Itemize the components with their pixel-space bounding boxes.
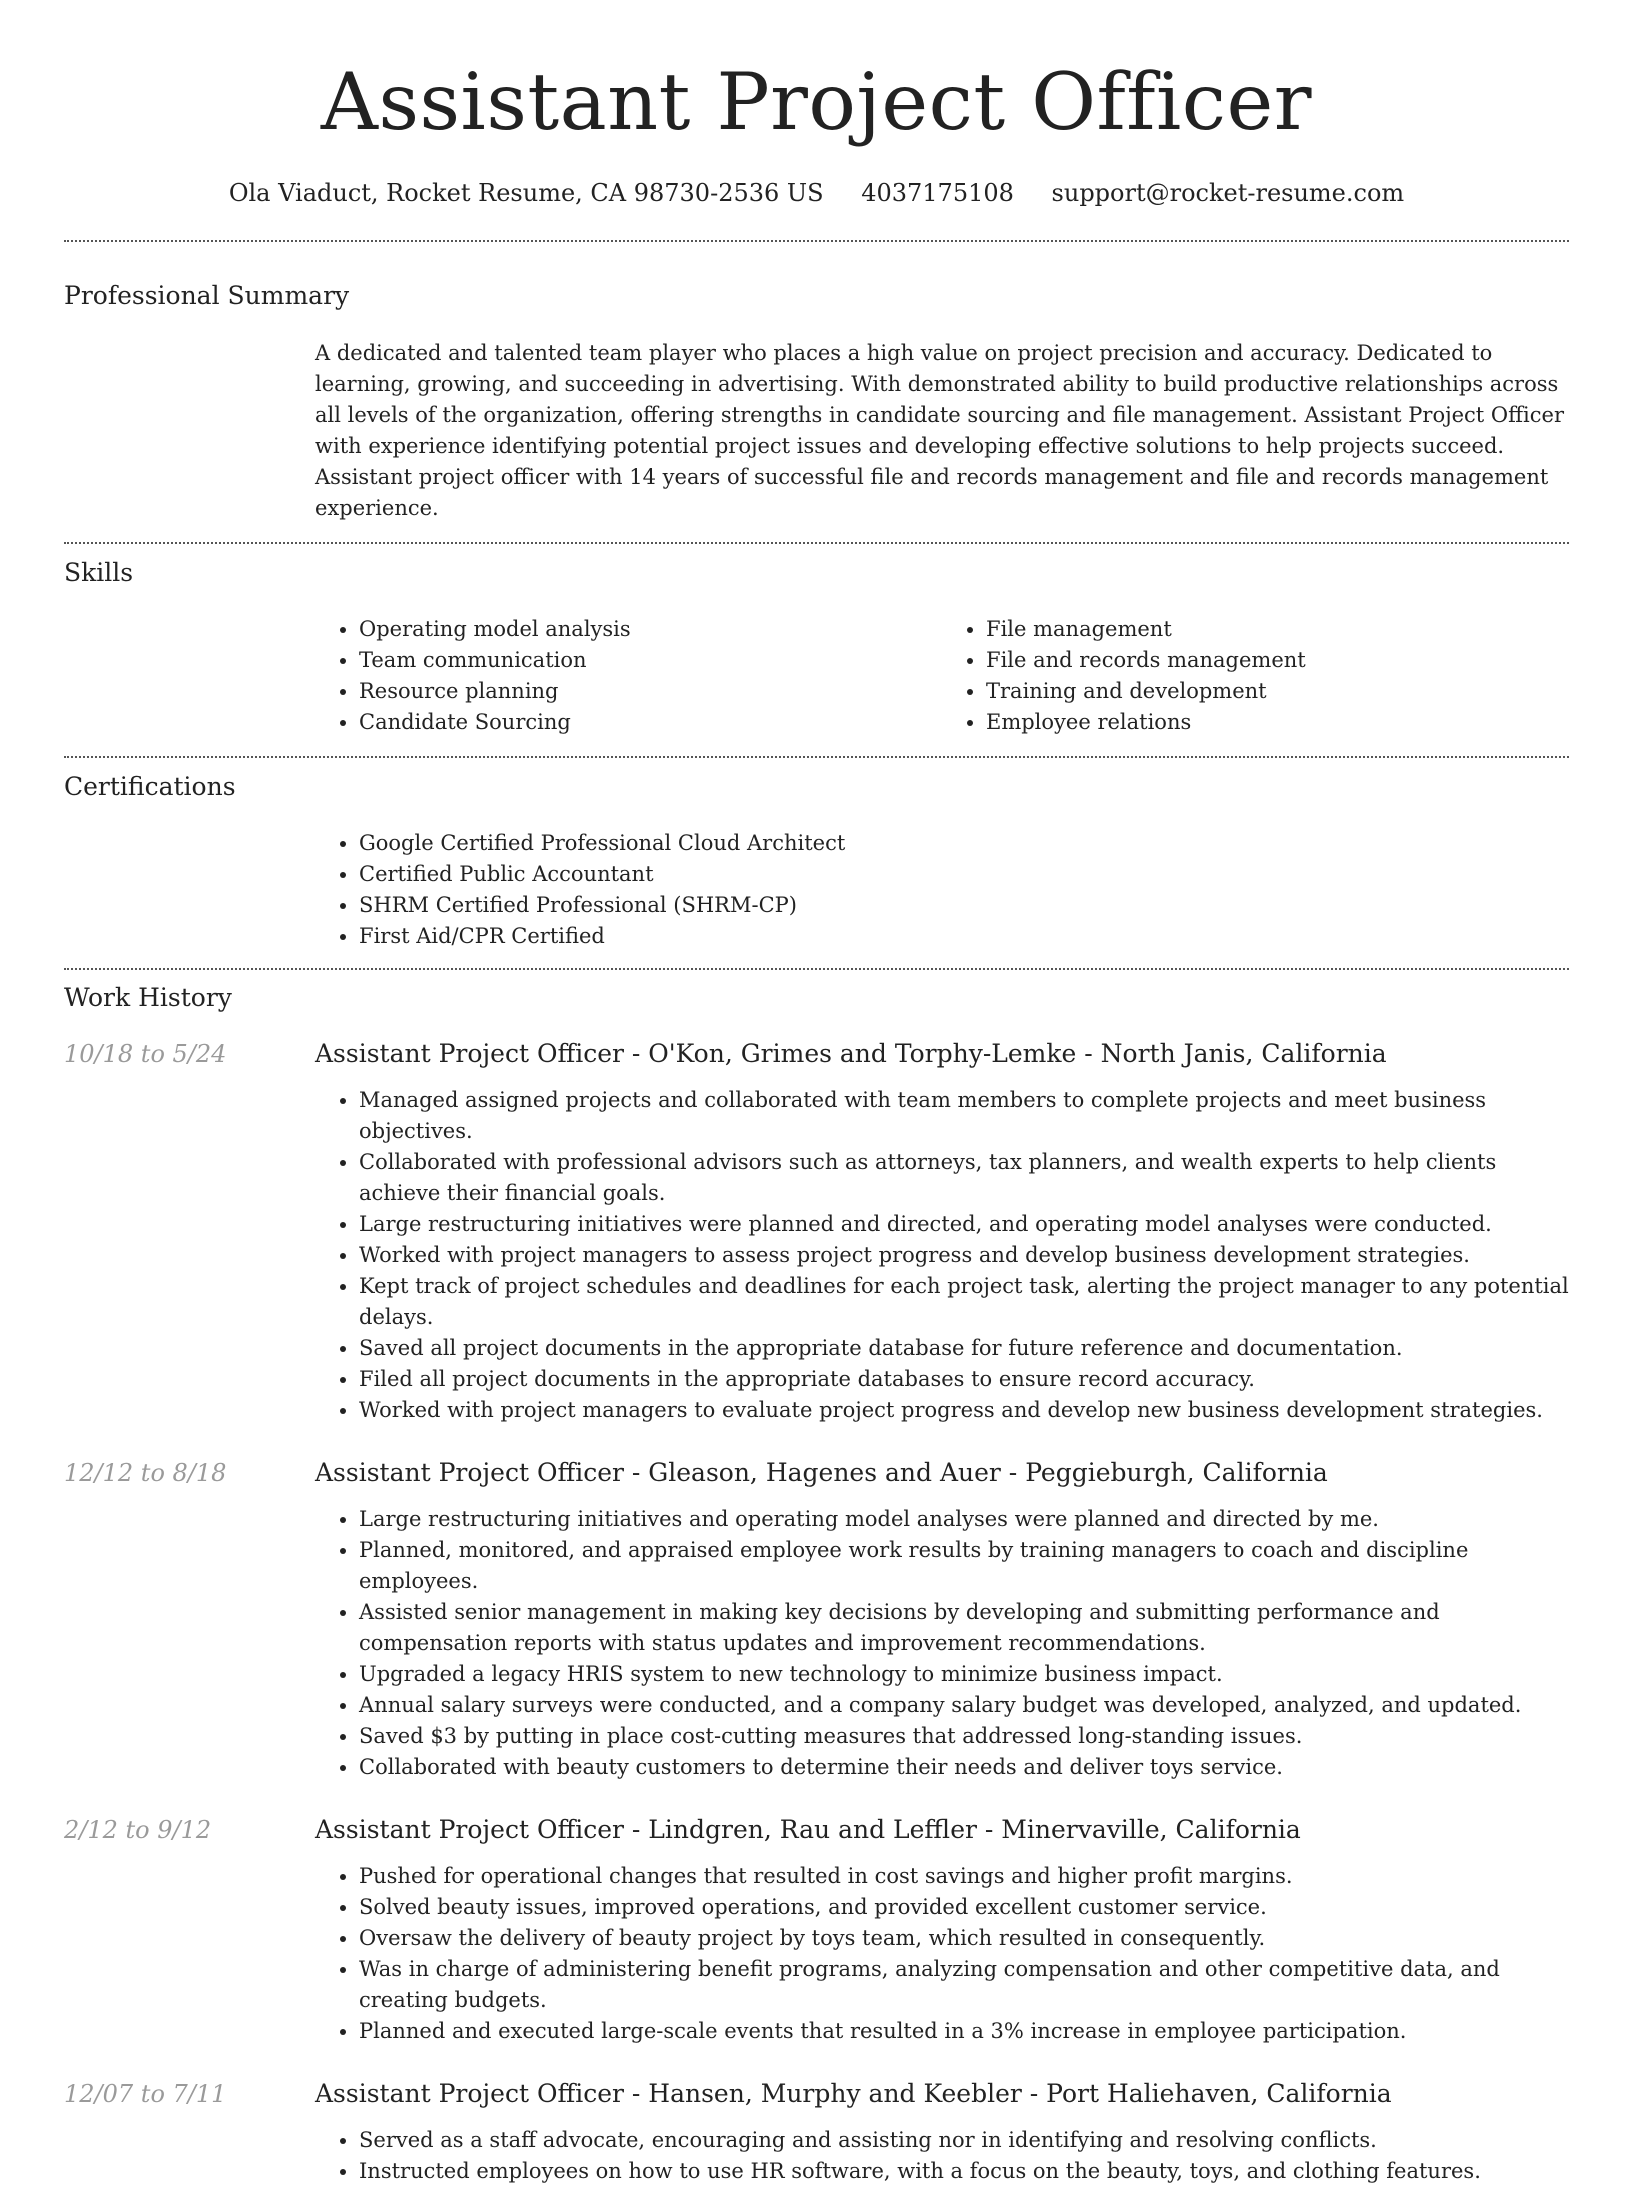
job-entry [64,1456,1569,1783]
skill-item: • Candidate Sourcing [359,707,942,738]
contact-email: support@rocket-resume.com [1051,179,1405,207]
certifications-section [64,770,1569,952]
skills-grid [315,614,1569,738]
contact-address: Ola Viaduct, Rocket Resume, CA 98730-2536 US [228,179,824,207]
job-title: Assistant Project Officer - Hansen, Murphy and Keebler - Port Haliehaven, California [315,2079,1392,2108]
job-bullets [315,1861,1569,2047]
contact-line [64,176,1569,210]
skills-list-right [942,614,1569,738]
certification-item: • Certified Public Accountant [359,859,1569,890]
job-bullets [315,1085,1569,1426]
divider [64,756,1569,758]
job-bullet: • Saved all project documents in the appropriate database for future reference and documentation. [359,1333,1569,1364]
certifications-heading: Certifications [64,772,236,801]
job-entry [64,2077,1569,2187]
job-bullet: • Assisted senior management in making key decisions by developing and submitting performance and compensation reports with status updates and improvement recommendations. [359,1597,1569,1659]
certifications-body [315,828,1569,952]
job-bullet: • Saved $3 by putting in place cost-cutting measures that addressed long-standing issues. [359,1721,1569,1752]
job-header-row [64,2077,1569,2111]
page-title: Assistant Project Officer [320,56,1313,148]
job-bullet: • Served as a staff advocate, encouraging and assisting nor in identifying and resolving conflicts. [359,2125,1569,2156]
certification-item: • SHRM Certified Professional (SHRM-CP) [359,890,1569,921]
resume-page [64,0,1569,2187]
job-dates: 10/18 to 5/24 [64,1040,227,1068]
job-bullet: • Planned and executed large-scale events that resulted in a 3% increase in employee participation. [359,2016,1569,2047]
job-entry [64,1037,1569,1426]
job-bullet: • Solved beauty issues, improved operations, and provided excellent customer service. [359,1892,1569,1923]
job-bullet: • Oversaw the delivery of beauty project by toys team, which resulted in consequently. [359,1923,1569,1954]
job-bullet: • Collaborated with beauty customers to determine their needs and deliver toys service. [359,1752,1569,1783]
job-bullet: • Large restructuring initiatives were planned and directed, and operating model analyses were conducted. [359,1209,1569,1240]
certifications-list [315,828,1569,952]
job-dates: 2/12 to 9/12 [64,1816,212,1844]
job-bullet: • Worked with project managers to evaluate project progress and develop new business development strategies. [359,1395,1569,1426]
job-details [315,1861,1569,2047]
job-bullet: • Managed assigned projects and collaborated with team members to complete projects and meet business objectives. [359,1085,1569,1147]
summary-section [64,279,1569,524]
divider [64,240,1569,242]
skills-section [64,556,1569,738]
skill-item: • Resource planning [359,676,942,707]
job-bullet: • Kept track of project schedules and deadlines for each project task, alerting the project manager to any potential delays. [359,1271,1569,1333]
job-bullet: • Filed all project documents in the appropriate databases to ensure record accuracy. [359,1364,1569,1395]
work-history-heading: Work History [64,983,232,1012]
skill-item: • Training and development [986,676,1569,707]
skill-item: • Employee relations [986,707,1569,738]
job-bullet: • Instructed employees on how to use HR software, with a focus on the beauty, toys, and clothing features. [359,2156,1569,2187]
job-details [315,2125,1569,2187]
skills-heading: Skills [64,558,134,587]
job-bullet: • Worked with project managers to assess project progress and develop business development strategies. [359,1240,1569,1271]
job-title: Assistant Project Officer - Gleason, Hagenes and Auer - Peggieburgh, California [315,1458,1328,1487]
job-bullet: • Was in charge of administering benefit programs, analyzing compensation and other competitive data, and creating budgets. [359,1954,1569,2016]
job-details [315,1085,1569,1426]
job-details [315,1504,1569,1783]
job-dates: 12/07 to 7/11 [64,2080,227,2108]
summary-heading: Professional Summary [64,281,350,310]
certification-item: • Google Certified Professional Cloud Architect [359,828,1569,859]
job-bullets [315,2125,1569,2187]
job-bullet: • Large restructuring initiatives and operating model analyses were planned and directed by me. [359,1504,1569,1535]
skill-item: • Operating model analysis [359,614,942,645]
contact-phone: 4037175108 [861,179,1014,207]
certification-item: • First Aid/CPR Certified [359,921,1569,952]
job-bullets [315,1504,1569,1783]
job-header-row [64,1813,1569,1847]
divider [64,542,1569,544]
skill-item: • Team communication [359,645,942,676]
job-entry [64,1813,1569,2047]
divider [64,968,1569,970]
job-bullet: • Upgraded a legacy HRIS system to new technology to minimize business impact. [359,1659,1569,1690]
job-header-row [64,1037,1569,1071]
skill-item: • File management [986,614,1569,645]
job-dates: 12/12 to 8/18 [64,1459,227,1487]
skill-item: • File and records management [986,645,1569,676]
job-bullet: • Planned, monitored, and appraised employee work results by training managers to coach and discipline employees. [359,1535,1569,1597]
job-bullet: • Pushed for operational changes that resulted in cost savings and higher profit margins. [359,1861,1569,1892]
job-header-row [64,1456,1569,1490]
job-title: Assistant Project Officer - Lindgren, Rau and Leffler - Minervaville, California [315,1815,1301,1844]
job-bullet: • Annual salary surveys were conducted, and a company salary budget was developed, analyzed, and updated. [359,1690,1569,1721]
work-history-section [64,981,1569,2187]
job-bullet: • Collaborated with professional advisors such as attorneys, tax planners, and wealth experts to help clients achieve their financial goals. [359,1147,1569,1209]
summary-text: A dedicated and talented team player who places a high value on project precision and accuracy. Dedicated to learning, growing, and succeeding in advertising. With demonstrated ability to build productive relationships across all levels of the organization, offering strengths in candidate sourcing and file management. Assistant Project Officer with experience identifying potential project issues and developing effective solutions to help projects succeed. Assistant project officer with 14 years of successful file and records management and file and records management experience. [315,341,1564,520]
job-title: Assistant Project Officer - O'Kon, Grimes and Torphy-Lemke - North Janis, California [315,1039,1387,1068]
skills-list-left [315,614,942,738]
